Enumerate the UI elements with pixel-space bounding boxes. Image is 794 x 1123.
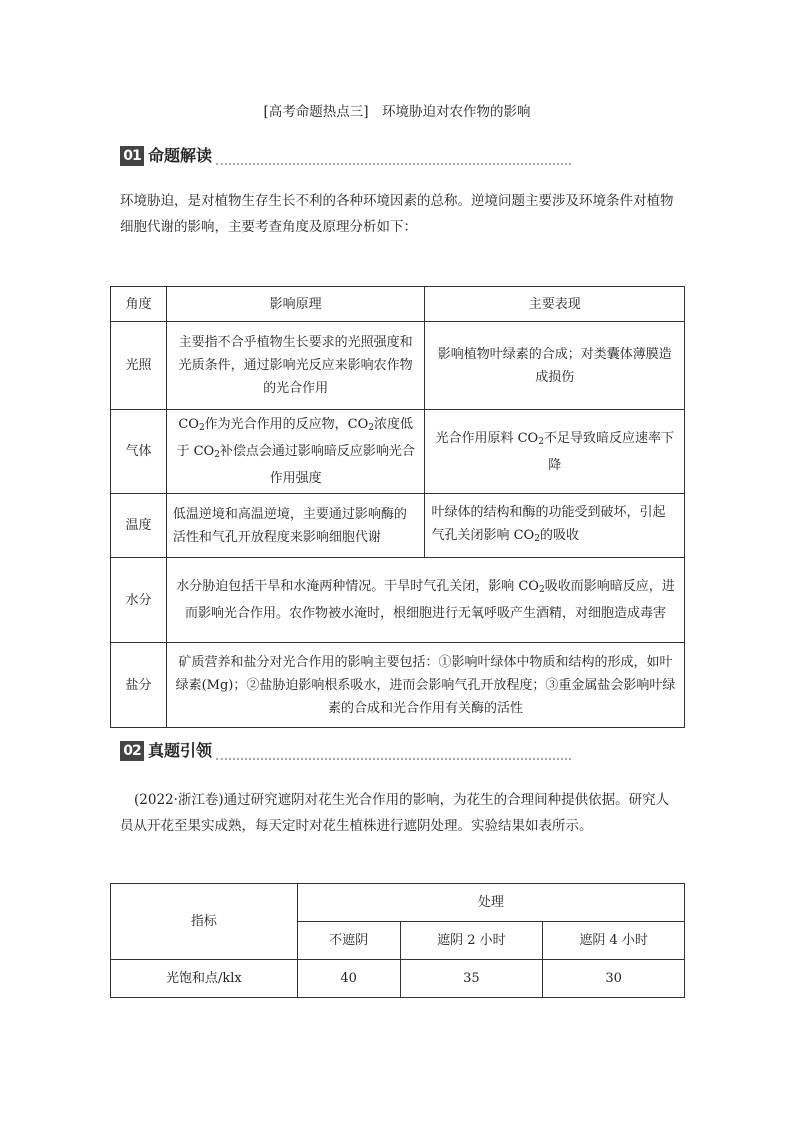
text-run: CO (178, 417, 199, 432)
table-row (111, 410, 685, 494)
subscript: 2 (538, 585, 545, 595)
value-cell: 35 (400, 960, 543, 998)
principle-cell: 低温逆境和高温逆境，主要通过影响酶的活性和气孔开放程度来影响细胞代谢 (166, 494, 425, 558)
text-run: 水分胁迫包括干旱和水淹两种情况。干旱时气孔关闭，影响 CO (176, 579, 539, 594)
effect-cell (425, 410, 685, 494)
subscript: 2 (538, 436, 544, 447)
intro-paragraph: 环境胁迫，是对植物生存生长不利的各种环境因素的总称。逆境问题主要涉及环境条件对植物细胞代谢的影响，主要考查角度及原理分析如下： (120, 193, 674, 235)
index-cell: 光饱和点/klx (111, 960, 298, 998)
text-run: 叶绿体的结构和酶的功能受到破坏，引起气孔关闭影响 CO (431, 504, 666, 543)
text-run: 的吸收 (539, 527, 579, 543)
section-number: 02 (120, 741, 144, 761)
treatment-header: 处理 (297, 884, 684, 922)
angle-cell: 盐分 (111, 643, 167, 728)
table-row (111, 643, 685, 728)
question-paragraph: (2022·浙江卷)通过研究遮阴对花生光合作用的影响，为花生的合理间种提供依据。研究人员从开花至果实成熟，每天定时对花生植株进行遮阴处理。实验结果如表所示。 (120, 792, 670, 834)
text-run: 光合作用原料 CO (435, 430, 539, 446)
subscript: 2 (214, 450, 220, 460)
text-run: 补偿点会通过影响暗反应影响光合作用强度 (219, 444, 415, 486)
treatment-cell: 遮阴 4 小时 (543, 922, 685, 960)
subscript: 2 (534, 533, 540, 544)
table-row (111, 322, 685, 410)
table-row (111, 558, 685, 643)
angle-cell: 水分 (111, 558, 167, 643)
text-run: 不足导致暗反应速率下降 (543, 430, 674, 473)
header-cell: 影响原理 (166, 287, 425, 322)
page-title: [高考命题热点三] 环境胁迫对农作物的影响 (263, 104, 531, 120)
text-run: 浓度低于 CO (176, 417, 414, 459)
shading-results-table (110, 883, 685, 998)
section-title: 命题解读 (148, 146, 213, 165)
effect-cell (425, 494, 685, 558)
merged-cell (166, 558, 684, 643)
angle-cell: 光照 (111, 322, 167, 410)
merged-cell: 矿质营养和盐分对光合作用的影响主要包括：①影响叶绿体中物质和结构的形成，如叶绿素(Mg)；②盐胁迫影响根系吸水，进而会影响气孔开放程度；③重金属盐会影响叶绿素的合成和光合作用有关酶的活性 (166, 643, 684, 728)
section-divider (216, 758, 571, 760)
treatment-cell: 不遮阴 (297, 922, 400, 960)
section-number: 01 (120, 146, 144, 166)
index-header: 指标 (111, 884, 298, 960)
section-divider (216, 163, 571, 165)
angle-cell: 温度 (111, 494, 167, 558)
environment-stress-table (110, 286, 685, 728)
table-row (111, 494, 685, 558)
treatment-cell: 遮阴 2 小时 (400, 922, 543, 960)
section-title: 真题引领 (148, 741, 213, 760)
value-cell: 40 (297, 960, 400, 998)
header-cell: 主要表现 (425, 287, 685, 322)
table-row (111, 960, 685, 998)
table-header-row (111, 287, 685, 322)
principle-cell: 主要指不合乎植物生长要求的光照强度和光质条件，通过影响光反应来影响农作物的光合作用 (166, 322, 425, 410)
subscript: 2 (198, 423, 205, 433)
angle-cell: 气体 (111, 410, 167, 494)
text-run: 吸收而影响暗反应，进而影响光合作用。农作物被水淹时，根细胞进行无氧呼吸产生酒精，对细胞造成毒害 (184, 579, 675, 621)
subscript: 2 (368, 423, 375, 433)
text-run: 作为光合作用的反应物，CO (204, 417, 369, 432)
table-header-row (111, 884, 685, 922)
value-cell: 30 (543, 960, 685, 998)
effect-cell: 影响植物叶绿素的合成；对类囊体薄膜造成损伤 (425, 322, 685, 410)
principle-cell (166, 410, 425, 494)
header-cell: 角度 (111, 287, 167, 322)
